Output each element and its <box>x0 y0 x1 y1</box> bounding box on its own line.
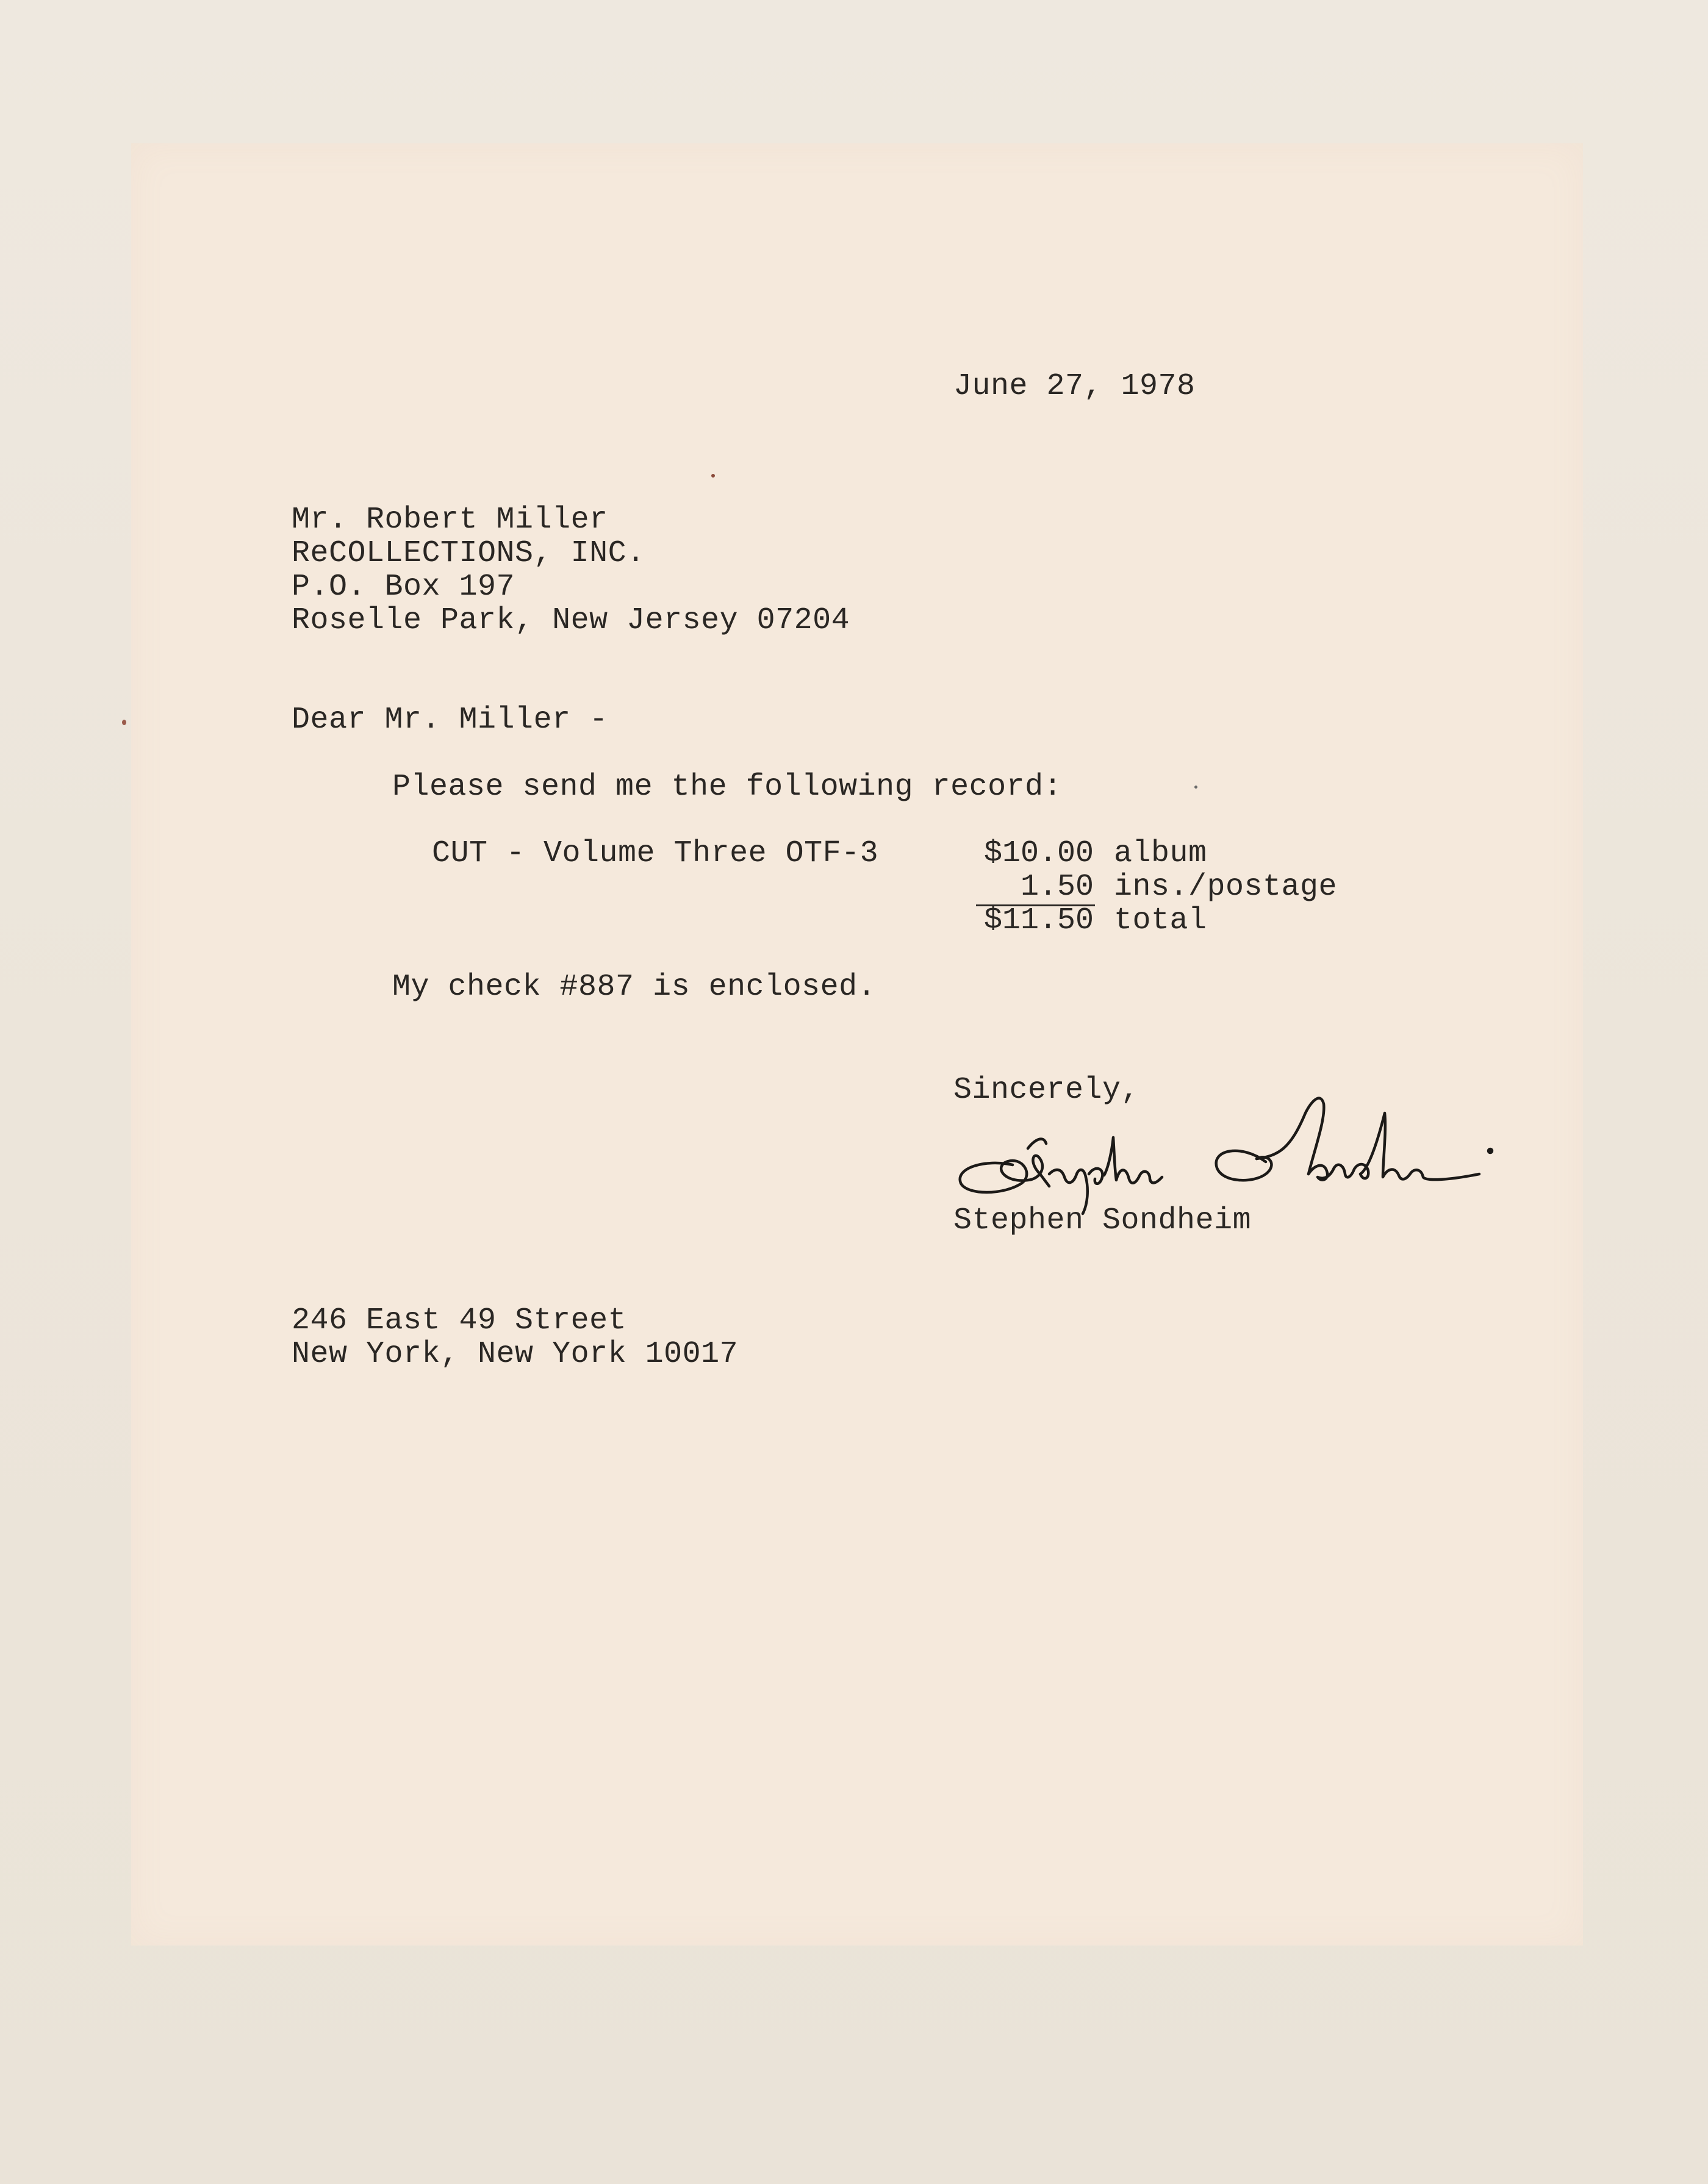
paper-speck <box>1194 786 1197 789</box>
letter-sheet <box>131 143 1583 1946</box>
paper-speck <box>122 720 126 725</box>
order-amount-total: $11.50 <box>983 903 1094 938</box>
sender-city-line: New York, New York 10017 <box>292 1337 739 1372</box>
check-note: My check #887 is enclosed. <box>392 970 877 1004</box>
order-amount-album: $10.00 <box>983 836 1094 871</box>
order-label-total: total <box>1114 903 1207 938</box>
recipient-po-box: P.O. Box 197 <box>292 570 515 604</box>
recipient-name: Mr. Robert Miller <box>292 503 608 537</box>
closing: Sincerely, <box>953 1073 1140 1108</box>
paper-speck <box>711 474 715 478</box>
recipient-company: ReCOLLECTIONS, INC. <box>292 536 645 571</box>
letter-date: June 27, 1978 <box>953 369 1196 404</box>
sender-street: 246 East 49 Street <box>292 1303 627 1338</box>
handwritten-signature <box>949 1076 1504 1217</box>
order-item: CUT - Volume Three OTF-3 <box>432 836 879 871</box>
order-label-postage: ins./postage <box>1114 870 1338 904</box>
signer-name: Stephen Sondheim <box>953 1203 1252 1238</box>
body-intro: Please send me the following record: <box>392 770 1063 804</box>
recipient-city-line: Roselle Park, New Jersey 07204 <box>292 603 850 638</box>
salutation: Dear Mr. Miller - <box>292 703 608 737</box>
order-amount-postage: 1.50 <box>1020 870 1094 904</box>
order-label-album: album <box>1114 836 1207 871</box>
